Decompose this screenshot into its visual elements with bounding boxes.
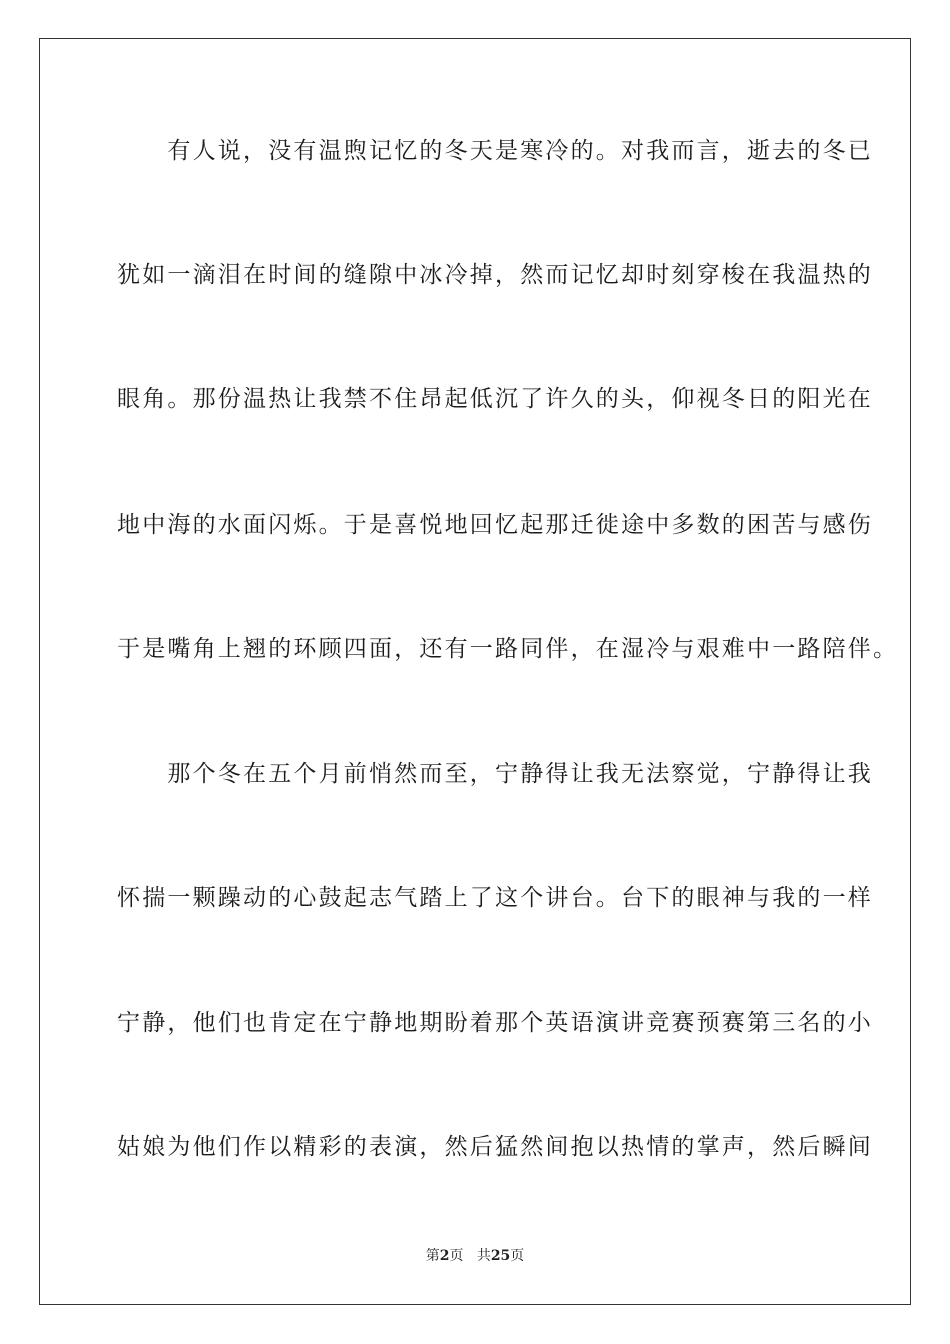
paragraph-line: 宁静，他们也肯定在宁静地期盼着那个英语演讲竞赛预赛第三名的小 — [117, 1010, 873, 1036]
page-frame — [39, 38, 911, 1305]
paragraph-line: 地中海的水面闪烁。于是喜悦地回忆起那迁徙途中多数的困苦与感伤 — [117, 512, 873, 538]
paragraph-line: 眼角。那份温热让我禁不住昂起低沉了许久的头，仰视冬日的阳光在 — [117, 386, 873, 412]
page-label-suffix: 页 — [449, 1248, 464, 1264]
paragraph-line: 怀揣一颗躁动的心鼓起志气踏上了这个讲台。台下的眼神与我的一样 — [117, 885, 873, 911]
total-label-suffix: 页 — [510, 1248, 525, 1264]
total-label-prefix: 共 — [476, 1248, 491, 1264]
page-label-prefix: 第 — [425, 1248, 440, 1264]
paragraph-line: 那个冬在五个月前悄然而至，宁静得让我无法察觉，宁静得让我 — [117, 761, 873, 787]
paragraph-line: 于是嘴角上翘的环顾四面，还有一路同伴，在湿冷与艰难中一路陪伴。 — [117, 636, 899, 662]
paragraph-line: 犹如一滴泪在时间的缝隙中冰冷掉，然而记忆却时刻穿梭在我温热的 — [117, 262, 873, 288]
page-number: 2 — [439, 1248, 450, 1264]
total-pages: 25 — [490, 1248, 511, 1264]
paragraph-line: 姑娘为他们作以精彩的表演，然后猛然间抱以热情的掌声，然后瞬间 — [117, 1134, 873, 1160]
paragraph-line: 有人说，没有温煦记忆的冬天是寒冷的。对我而言，逝去的冬已 — [117, 138, 873, 164]
page-footer — [0, 1246, 950, 1266]
